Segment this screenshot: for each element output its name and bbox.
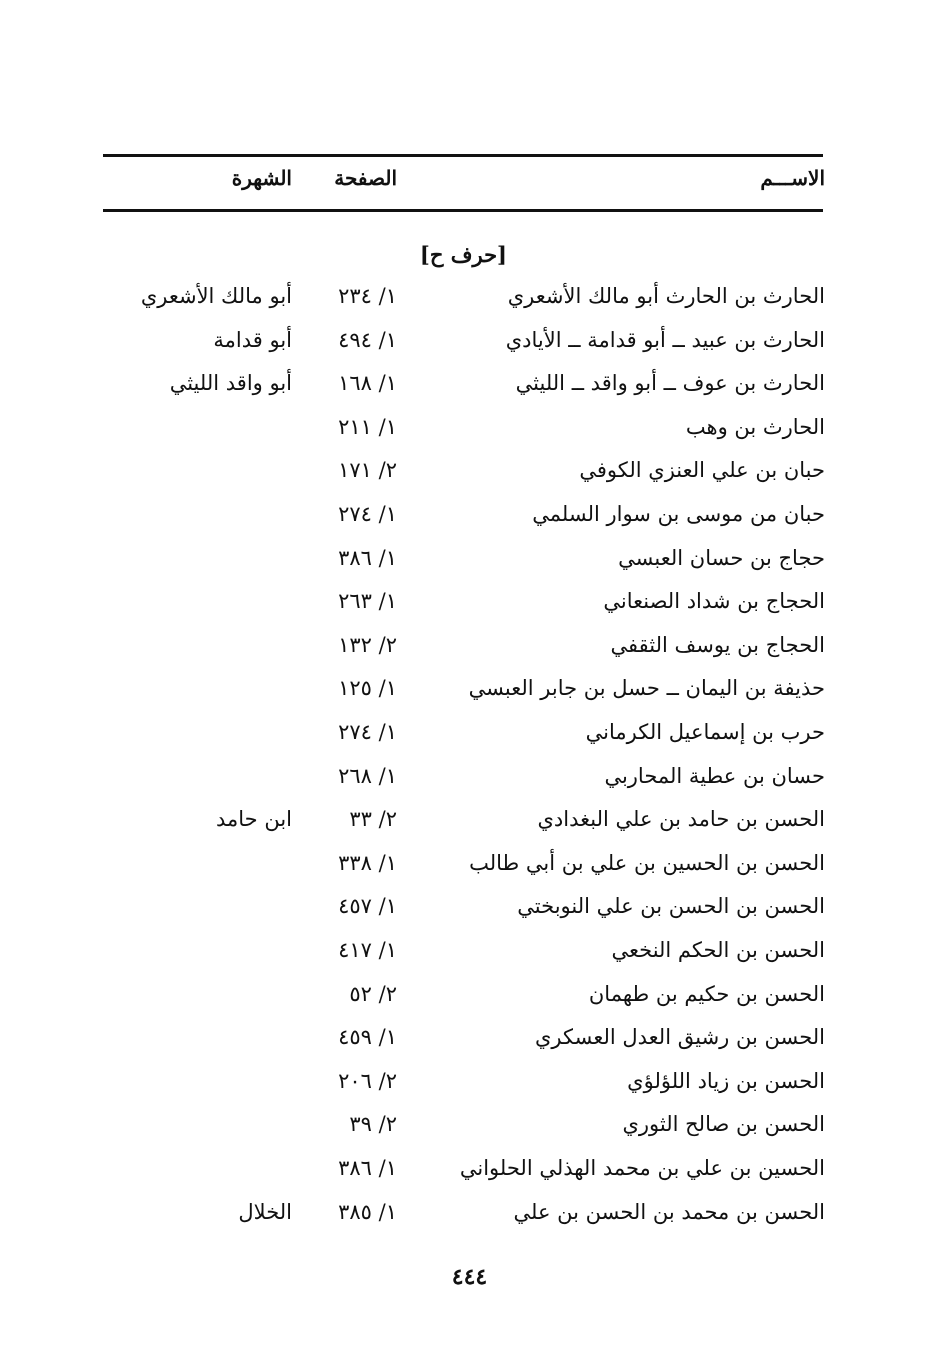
row-page: ٢/ ٣٣ xyxy=(349,807,397,831)
row-name: حذيفة بن اليمان ــ حسل بن جابر العبسي xyxy=(468,676,825,700)
column-header-name: الاســـم xyxy=(760,166,825,190)
row-page: ١/ ٢١١ xyxy=(338,415,397,439)
table-row xyxy=(0,1066,939,1096)
table-row xyxy=(0,630,939,660)
row-name: الحسن بن زياد اللؤلؤي xyxy=(627,1069,825,1093)
row-page: ١/ ٣٨٦ xyxy=(338,546,397,570)
row-name: الحسين بن علي بن محمد الهذلي الحلواني xyxy=(459,1156,825,1180)
table-row xyxy=(0,1197,939,1227)
row-name: الحسن بن الحكم النخعي xyxy=(611,938,825,962)
row-page: ٢/ ٣٩ xyxy=(349,1112,397,1136)
row-name: الحسن بن محمد بن الحسن بن علي xyxy=(513,1200,825,1224)
row-fame: أبو قدامة xyxy=(213,328,292,352)
row-page: ١/ ٣٣٨ xyxy=(338,851,397,875)
header-bottom-rule xyxy=(103,209,823,212)
table-row xyxy=(0,1022,939,1052)
table-row xyxy=(0,717,939,747)
row-page: ١/ ٤١٧ xyxy=(338,938,397,962)
row-name: حبان بن علي العنزي الكوفي xyxy=(579,458,825,482)
column-header-fame: الشهرة xyxy=(231,166,292,190)
row-page: ١/ ١٢٥ xyxy=(338,676,397,700)
table-row xyxy=(0,1153,939,1183)
table-row xyxy=(0,804,939,834)
table-row xyxy=(0,281,939,311)
row-page: ١/ ٤٥٩ xyxy=(338,1025,397,1049)
row-name: الحارث بن عبيد ــ أبو قدامة ــ الأيادي xyxy=(505,328,825,352)
row-name: الحسن بن رشيق العدل العسكري xyxy=(535,1025,825,1049)
row-page: ١/ ٢٣٤ xyxy=(338,284,397,308)
row-page: ١/ ٤٩٤ xyxy=(338,328,397,352)
table-row xyxy=(0,891,939,921)
row-page: ١/ ٢٧٤ xyxy=(338,502,397,526)
table-row xyxy=(0,455,939,485)
row-page: ١/ ٢٧٤ xyxy=(338,720,397,744)
table-row xyxy=(0,368,939,398)
row-name: حسان بن عطية المحاربي xyxy=(604,764,825,788)
table-row xyxy=(0,848,939,878)
row-name: الحسن بن الحسين بن علي بن أبي طالب xyxy=(469,851,825,875)
row-fame: الخلال xyxy=(238,1200,292,1224)
row-page: ١/ ٤٥٧ xyxy=(338,894,397,918)
row-page: ٢/ ٥٢ xyxy=(349,982,397,1006)
row-fame: أبو مالك الأشعري xyxy=(140,284,292,308)
column-header-page: الصفحة xyxy=(334,166,397,190)
row-name: الحجاج بن يوسف الثقفي xyxy=(610,633,825,657)
table-row xyxy=(0,761,939,791)
row-name: حرب بن إسماعيل الكرماني xyxy=(585,720,825,744)
row-name: الحجاج بن شداد الصنعاني xyxy=(603,589,825,613)
table-row xyxy=(0,543,939,573)
row-name: حجاج بن حسان العبسي xyxy=(618,546,825,570)
table-row xyxy=(0,586,939,616)
row-fame: أبو واقد الليثي xyxy=(169,371,292,395)
row-page: ١/ ٣٨٦ xyxy=(338,1156,397,1180)
table-row xyxy=(0,1109,939,1139)
row-page: ٢/ ٢٠٦ xyxy=(338,1069,397,1093)
row-name: الحارث بن عوف ــ أبو واقد ــ الليثي xyxy=(515,371,825,395)
header-top-rule xyxy=(103,154,823,157)
row-page: ١/ ٢٦٣ xyxy=(338,589,397,613)
row-fame: ابن حامد xyxy=(216,807,292,831)
row-page: ٢/ ١٧١ xyxy=(338,458,397,482)
table-row xyxy=(0,935,939,965)
row-page: ١/ ٣٨٥ xyxy=(338,1200,397,1224)
row-name: الحارث بن الحارث أبو مالك الأشعري xyxy=(507,284,825,308)
page-number: ٤٤٤ xyxy=(451,1264,488,1290)
section-title: [حرف ح] xyxy=(419,242,507,267)
row-name: الحسن بن الحسن بن علي النوبختي xyxy=(517,894,825,918)
row-name: الحارث بن وهب xyxy=(685,415,825,439)
table-row xyxy=(0,499,939,529)
row-page: ٢/ ١٣٢ xyxy=(338,633,397,657)
row-page: ١/ ٢٦٨ xyxy=(338,764,397,788)
row-name: الحسن بن حكيم بن طهمان xyxy=(588,982,825,1006)
table-row xyxy=(0,412,939,442)
table-row xyxy=(0,325,939,355)
table-row xyxy=(0,673,939,703)
table-row xyxy=(0,979,939,1009)
row-name: الحسن بن حامد بن علي البغدادي xyxy=(537,807,825,831)
row-page: ١/ ١٦٨ xyxy=(338,371,397,395)
row-name: حبان من موسى بن سوار السلمي xyxy=(532,502,825,526)
row-name: الحسن بن صالح الثوري xyxy=(622,1112,825,1136)
